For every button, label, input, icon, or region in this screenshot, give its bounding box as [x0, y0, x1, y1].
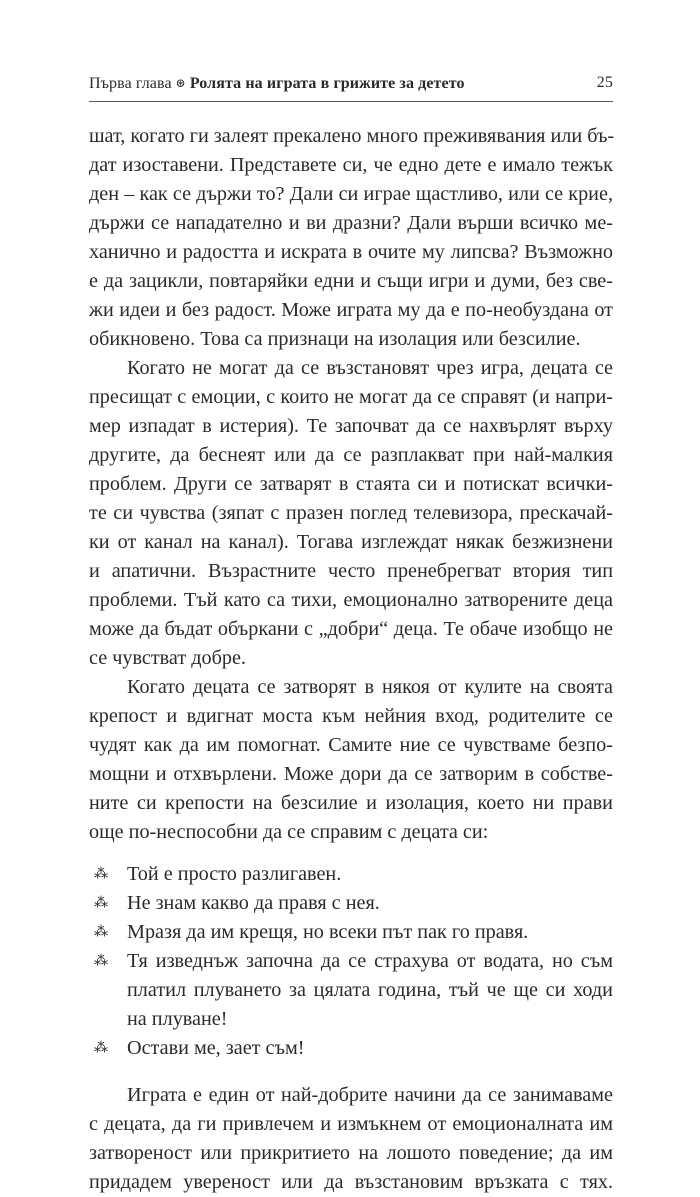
- text-line: крепост и вдигнат моста към нейния вход, родителите се: [89, 705, 613, 727]
- text-line: те си чувства (зяпат с празен поглед телевизора, прескачай-: [89, 502, 613, 524]
- separator-ornament-icon: ⊛: [175, 76, 186, 90]
- list-item-line: на плуване!: [127, 1008, 228, 1030]
- ornament-bullet-icon: ⁂: [94, 867, 108, 882]
- list-item-line: Той е просто разлигавен.: [127, 863, 342, 885]
- text-line: придадем увереност или да възстановим връзката с тях.: [89, 1171, 613, 1193]
- list-item-text: [89, 947, 613, 976]
- chapter-title: Ролята на играта в грижите за детето: [189, 75, 465, 92]
- chapter-label: Първа глава: [89, 75, 172, 92]
- header-rule: [89, 101, 613, 102]
- text-line: жи идеи и без радост. Може играта му да е по-необуздана от: [89, 299, 613, 321]
- ornament-bullet-icon: ⁂: [94, 896, 108, 911]
- text-line: държи се нападателно и ви дразни? Дали върши всичко ме-: [89, 212, 613, 234]
- list-item-text: [89, 889, 613, 918]
- list-item: [89, 889, 613, 918]
- paragraph-3: [89, 673, 613, 847]
- text-line: ки от канал на канал). Тогава изглеждат някак безжизнени: [89, 531, 613, 553]
- text-line: с децата, да ги привлечем и измъкнем от емоционалната им: [89, 1113, 613, 1135]
- text-line: другите, да беснеят или да се разплакват при най-малкия: [89, 444, 613, 466]
- text-line: и апатични. Възрастните често пренебрегват втория тип: [89, 560, 613, 582]
- list-item: [89, 918, 613, 947]
- body-text: [89, 122, 613, 1197]
- text-line: шат, когато ги залеят прекалено много преживявания или бъ-: [89, 125, 615, 147]
- text-line: Когато децата се затворят в някоя от кулите на своята: [127, 676, 613, 698]
- text-line: проблем. Други се затварят в стаята си и потискат всички-: [89, 473, 613, 495]
- ornament-bullet-icon: ⁂: [94, 1041, 108, 1056]
- list-item-line: платил плуването за цялата година, тъй че ще си ходи: [127, 979, 613, 1001]
- text-line: проблеми. Тъй като са тихи, емоционално затворените деца: [89, 589, 613, 611]
- paragraph-2: [89, 354, 613, 673]
- list-item-line: Мразя да им крещя, но всеки път пак го правя.: [127, 921, 529, 943]
- list-item: [89, 1034, 613, 1063]
- running-header: [89, 70, 613, 96]
- page-number: 25: [596, 74, 613, 91]
- text-line: се чувстват добре.: [89, 647, 246, 669]
- list-item-line: Остави ме, зает съм!: [127, 1037, 305, 1059]
- text-line: още по-неспособни да се справим с децата си:: [89, 821, 489, 843]
- text-line: ните си крепости на безсилие и изолация, което ни прави: [89, 792, 613, 814]
- text-line: мер изпадат в истерия). Те започват да се нахвърлят върху: [89, 415, 613, 437]
- text-line: Играта е един от най-добрите начини да се занимаваме: [127, 1084, 613, 1106]
- list-item-text: [89, 860, 613, 889]
- ornament-bullet-icon: ⁂: [94, 954, 108, 969]
- text-line: пресищат с емоции, с които не могат да се справят (и напри-: [89, 386, 613, 408]
- quote-list: [89, 860, 613, 1063]
- list-item-text: [89, 1034, 613, 1063]
- text-line: Когато не могат да се възстановят чрез игра, децата се: [127, 357, 613, 379]
- text-line: ханично и радостта и искрата в очите му липсва? Възможно: [89, 241, 613, 263]
- text-line: дат изоставени. Представете си, че едно дете е имало тежък: [89, 154, 613, 176]
- text-line: мощни и отхвърлени. Може дори да се затворим в собстве-: [89, 763, 613, 785]
- header-left: [89, 70, 465, 97]
- paragraph-1: [89, 122, 613, 354]
- list-item-line: Не знам какво да правя с нея.: [127, 892, 380, 914]
- list-item-line: Тя изведнъж започна да се страхува от водата, но съм: [127, 950, 613, 972]
- text-line: затвореност или прикритието на лошото поведение; да им: [89, 1142, 613, 1164]
- text-line: обикновено. Това са признаци на изолация или безсилие.: [89, 328, 581, 350]
- list-item: [89, 860, 613, 889]
- text-line: чудят как да им помогнат. Самите ние се чувстваме безпо-: [89, 734, 613, 756]
- ornament-bullet-icon: ⁂: [94, 925, 108, 940]
- list-item-text: [89, 918, 613, 947]
- closing-paragraph: [89, 1081, 613, 1197]
- text-line: е да зацикли, повтаряйки едни и същи игри и думи, без све-: [89, 270, 613, 292]
- text-line: ден – как се държи то? Дали си играе щастливо, или се крие,: [89, 183, 613, 205]
- list-item: [89, 947, 613, 1034]
- text-line: може да бъдат объркани с „добри“ деца. Те обаче изобщо не: [89, 618, 613, 640]
